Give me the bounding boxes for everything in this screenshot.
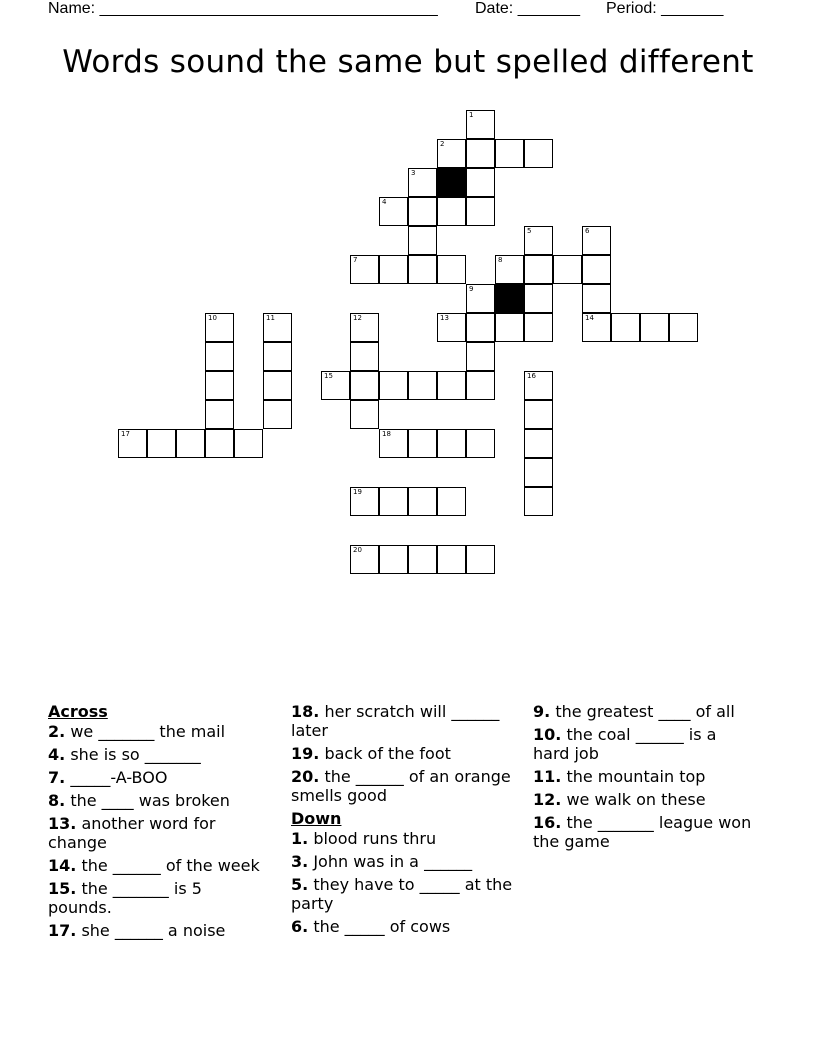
grid-cell[interactable] bbox=[321, 371, 350, 400]
grid-cell[interactable] bbox=[350, 342, 379, 371]
clue-number: 13 bbox=[440, 314, 449, 322]
clue-num: 12. bbox=[533, 790, 562, 809]
grid-cell[interactable] bbox=[408, 226, 437, 255]
clue-item bbox=[291, 744, 513, 763]
grid-cell[interactable] bbox=[205, 429, 234, 458]
grid-cell[interactable] bbox=[495, 255, 524, 284]
grid-cell[interactable] bbox=[466, 313, 495, 342]
grid-cell[interactable] bbox=[524, 139, 553, 168]
down-heading: Down bbox=[291, 809, 342, 828]
clue-num: 18. bbox=[291, 702, 320, 721]
grid-cell[interactable] bbox=[582, 226, 611, 255]
grid-cell[interactable] bbox=[408, 255, 437, 284]
grid-cell[interactable] bbox=[350, 487, 379, 516]
grid-cell[interactable] bbox=[263, 371, 292, 400]
clue-text: she ______ a noise bbox=[81, 921, 226, 940]
grid-cell[interactable] bbox=[437, 487, 466, 516]
grid-cell[interactable] bbox=[466, 342, 495, 371]
clue-number: 8 bbox=[498, 256, 503, 264]
grid-cell[interactable] bbox=[408, 168, 437, 197]
grid-cell[interactable] bbox=[176, 429, 205, 458]
clue-num: 14. bbox=[48, 856, 77, 875]
clue-num: 7. bbox=[48, 768, 66, 787]
clue-num: 15. bbox=[48, 879, 77, 898]
clue-text: _____-A-BOO bbox=[70, 768, 168, 787]
clue-item bbox=[533, 725, 755, 763]
clue-item bbox=[48, 791, 270, 810]
clue-num: 8. bbox=[48, 791, 66, 810]
grid-cell[interactable] bbox=[466, 429, 495, 458]
clue-item bbox=[533, 813, 755, 851]
clue-number: 10 bbox=[208, 314, 217, 322]
clue-num: 1. bbox=[291, 829, 309, 848]
clue-text: John was in a ______ bbox=[313, 852, 473, 871]
grid-cell[interactable] bbox=[582, 313, 611, 342]
grid-cell[interactable] bbox=[350, 371, 379, 400]
clue-number: 15 bbox=[324, 372, 333, 380]
name-field[interactable]: Name: ______________________________________ bbox=[48, 0, 438, 17]
grid-cell[interactable] bbox=[379, 487, 408, 516]
grid-cell[interactable] bbox=[350, 255, 379, 284]
grid-cell[interactable] bbox=[466, 371, 495, 400]
clue-column-2 bbox=[291, 702, 513, 940]
grid-cell[interactable] bbox=[495, 313, 524, 342]
grid-cell[interactable] bbox=[118, 429, 147, 458]
clue-text: the ______ of the week bbox=[81, 856, 260, 875]
grid-cell[interactable] bbox=[466, 545, 495, 574]
grid-cell[interactable] bbox=[524, 313, 553, 342]
clue-text: she is so _______ bbox=[70, 745, 201, 764]
grid-cell[interactable] bbox=[466, 139, 495, 168]
clue-number: 1 bbox=[469, 111, 474, 119]
grid-cell[interactable] bbox=[263, 400, 292, 429]
grid-cell[interactable] bbox=[669, 313, 698, 342]
grid-cell[interactable] bbox=[611, 313, 640, 342]
grid-cell[interactable] bbox=[466, 197, 495, 226]
clue-text: the _______ league won the game bbox=[533, 813, 752, 851]
clue-item bbox=[291, 917, 513, 936]
grid-cell[interactable] bbox=[205, 371, 234, 400]
grid-cell[interactable] bbox=[466, 110, 495, 139]
grid-cell[interactable] bbox=[205, 342, 234, 371]
clue-item bbox=[291, 829, 513, 848]
clue-text: we walk on these bbox=[566, 790, 706, 809]
grid-cell[interactable] bbox=[524, 400, 553, 429]
clue-number: 5 bbox=[527, 227, 532, 235]
clue-number: 18 bbox=[382, 430, 391, 438]
clue-item bbox=[291, 702, 513, 740]
clue-number: 16 bbox=[527, 372, 536, 380]
clue-text: another word for change bbox=[48, 814, 216, 852]
grid-block bbox=[437, 168, 466, 197]
grid-cell[interactable] bbox=[582, 255, 611, 284]
clue-number: 9 bbox=[469, 285, 474, 293]
grid-cell[interactable] bbox=[408, 371, 437, 400]
clue-item bbox=[48, 768, 270, 787]
grid-cell[interactable] bbox=[524, 284, 553, 313]
clue-column-1 bbox=[48, 702, 270, 944]
clue-text: the _____ of cows bbox=[313, 917, 451, 936]
clue-text: blood runs thru bbox=[313, 829, 437, 848]
clue-number: 2 bbox=[440, 140, 445, 148]
clue-text: the _______ is 5 pounds. bbox=[48, 879, 202, 917]
clue-num: 13. bbox=[48, 814, 77, 833]
grid-cell[interactable] bbox=[263, 313, 292, 342]
clue-number: 11 bbox=[266, 314, 275, 322]
clue-text: back of the foot bbox=[324, 744, 451, 763]
grid-cell[interactable] bbox=[379, 255, 408, 284]
clue-num: 6. bbox=[291, 917, 309, 936]
clue-text: the ______ of an orange smells good bbox=[291, 767, 511, 805]
grid-cell[interactable] bbox=[379, 429, 408, 458]
clue-num: 16. bbox=[533, 813, 562, 832]
clue-item bbox=[291, 852, 513, 871]
clue-num: 17. bbox=[48, 921, 77, 940]
date-field[interactable]: Date: _______ bbox=[475, 0, 580, 17]
grid-cell[interactable] bbox=[524, 487, 553, 516]
clue-text: the ____ was broken bbox=[70, 791, 230, 810]
page-title: Words sound the same but spelled different bbox=[62, 44, 754, 80]
clue-item bbox=[533, 790, 755, 809]
period-field[interactable]: Period: _______ bbox=[606, 0, 724, 17]
clue-item bbox=[48, 722, 270, 741]
clue-text: we _______ the mail bbox=[70, 722, 226, 741]
grid-cell[interactable] bbox=[437, 429, 466, 458]
clue-item bbox=[48, 921, 270, 940]
grid-cell[interactable] bbox=[350, 313, 379, 342]
clue-number: 17 bbox=[121, 430, 130, 438]
grid-cell[interactable] bbox=[524, 429, 553, 458]
grid-cell[interactable] bbox=[495, 139, 524, 168]
clue-num: 10. bbox=[533, 725, 562, 744]
grid-cell[interactable] bbox=[466, 168, 495, 197]
clue-item bbox=[48, 856, 270, 875]
clue-text: the greatest ____ of all bbox=[555, 702, 735, 721]
clue-item bbox=[48, 745, 270, 764]
clue-item bbox=[291, 767, 513, 805]
grid-cell[interactable] bbox=[147, 429, 176, 458]
clue-num: 20. bbox=[291, 767, 320, 786]
clue-column-3 bbox=[533, 702, 755, 855]
clue-text: they have to _____ at the party bbox=[291, 875, 513, 913]
grid-cell[interactable] bbox=[553, 255, 582, 284]
grid-cell[interactable] bbox=[205, 400, 234, 429]
grid-cell[interactable] bbox=[408, 197, 437, 226]
grid-cell[interactable] bbox=[408, 429, 437, 458]
across-heading: Across bbox=[48, 702, 108, 721]
clue-number: 6 bbox=[585, 227, 590, 235]
clue-num: 11. bbox=[533, 767, 562, 786]
grid-cell[interactable] bbox=[437, 371, 466, 400]
grid-cell[interactable] bbox=[408, 487, 437, 516]
clue-number: 12 bbox=[353, 314, 362, 322]
grid-cell[interactable] bbox=[582, 284, 611, 313]
grid-cell[interactable] bbox=[408, 545, 437, 574]
grid-cell[interactable] bbox=[234, 429, 263, 458]
grid-cell[interactable] bbox=[524, 226, 553, 255]
clue-num: 19. bbox=[291, 744, 320, 763]
clue-num: 5. bbox=[291, 875, 309, 894]
grid-cell[interactable] bbox=[350, 400, 379, 429]
clue-number: 20 bbox=[353, 546, 362, 554]
grid-cell[interactable] bbox=[379, 197, 408, 226]
clue-item bbox=[48, 814, 270, 852]
clue-item bbox=[291, 875, 513, 913]
clue-number: 7 bbox=[353, 256, 358, 264]
clue-num: 9. bbox=[533, 702, 551, 721]
clue-num: 3. bbox=[291, 852, 309, 871]
grid-cell[interactable] bbox=[524, 371, 553, 400]
clue-number: 19 bbox=[353, 488, 362, 496]
clue-text: the mountain top bbox=[566, 767, 706, 786]
clue-text: her scratch will ______ later bbox=[291, 702, 500, 740]
grid-cell[interactable] bbox=[524, 458, 553, 487]
clue-num: 4. bbox=[48, 745, 66, 764]
grid-cell[interactable] bbox=[437, 545, 466, 574]
grid-block bbox=[495, 284, 524, 313]
grid-cell[interactable] bbox=[466, 284, 495, 313]
clue-text: the coal ______ is a hard job bbox=[533, 725, 717, 763]
grid-cell[interactable] bbox=[263, 342, 292, 371]
grid-cell[interactable] bbox=[437, 139, 466, 168]
clue-item bbox=[48, 879, 270, 917]
clue-number: 4 bbox=[382, 198, 387, 206]
grid-cell[interactable] bbox=[437, 255, 466, 284]
grid-cell[interactable] bbox=[437, 313, 466, 342]
grid-cell[interactable] bbox=[640, 313, 669, 342]
clue-item bbox=[533, 767, 755, 786]
grid-cell[interactable] bbox=[379, 371, 408, 400]
grid-cell[interactable] bbox=[350, 545, 379, 574]
grid-cell[interactable] bbox=[205, 313, 234, 342]
clue-num: 2. bbox=[48, 722, 66, 741]
clue-item bbox=[533, 702, 755, 721]
clue-number: 14 bbox=[585, 314, 594, 322]
grid-cell[interactable] bbox=[524, 255, 553, 284]
grid-cell[interactable] bbox=[379, 545, 408, 574]
clue-number: 3 bbox=[411, 169, 416, 177]
grid-cell[interactable] bbox=[437, 197, 466, 226]
